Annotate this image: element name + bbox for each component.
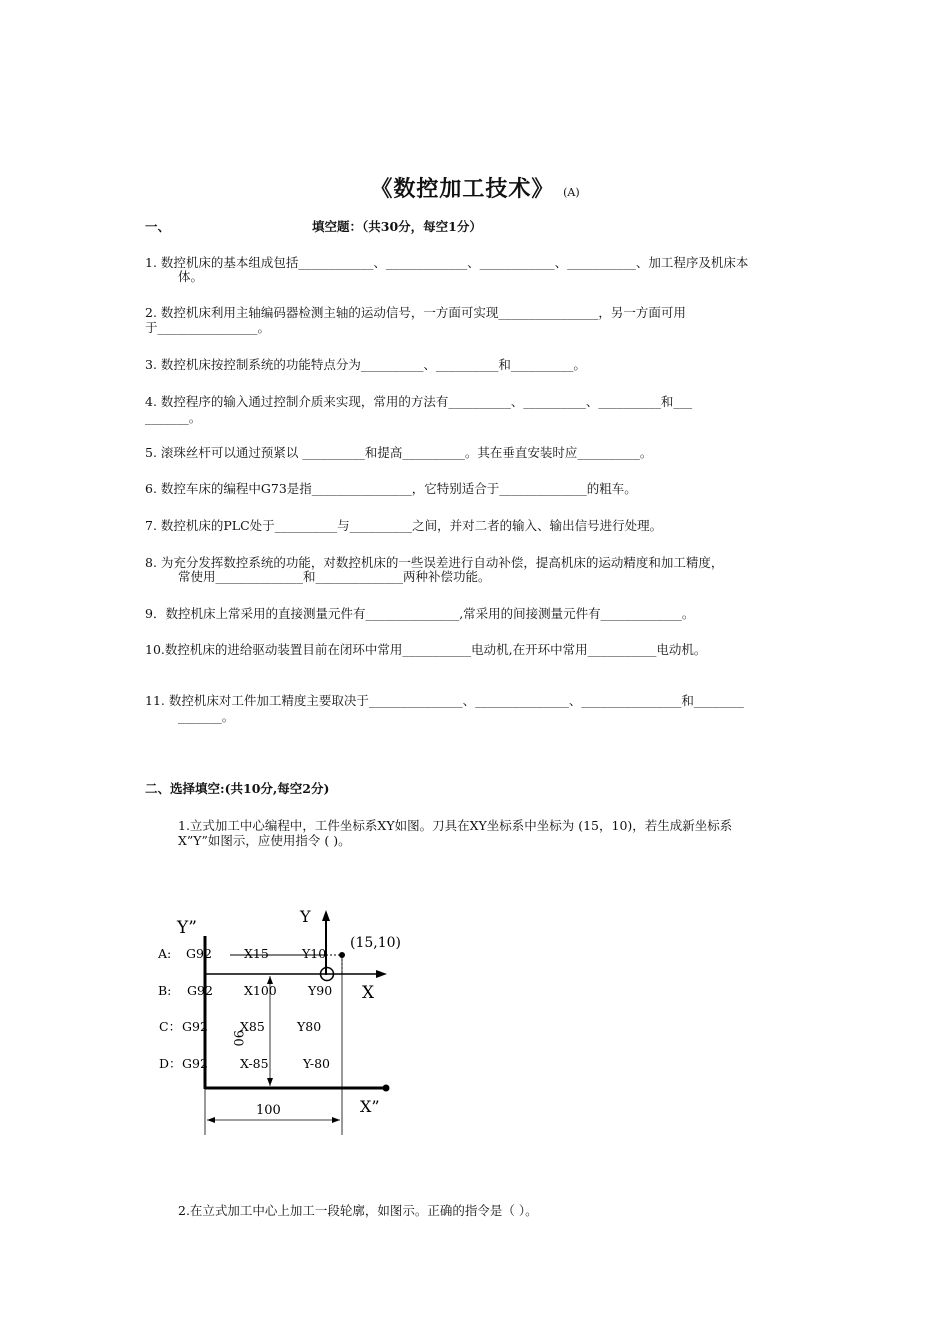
label-y2: Y” <box>177 918 197 938</box>
option-c-key: C： <box>159 1019 182 1034</box>
y-axis-arrow <box>322 910 330 921</box>
option-c-y: Y80 <box>297 1019 322 1034</box>
label-point: (15,10) <box>350 935 402 951</box>
q2-line1: 2. 数控机床利用主轴编码器检测主轴的运动信号，一方面可实现________________，另一方面可用 <box>145 305 686 320</box>
option-c-x: X85 <box>240 1019 265 1034</box>
q2-line2: 于________________。 <box>145 320 271 335</box>
option-d-x: X-85 <box>240 1056 269 1071</box>
label-x: X <box>362 983 375 1003</box>
q11-line2: _______。 <box>178 709 235 724</box>
option-b-y: Y90 <box>308 983 333 998</box>
q3-line1: 3. 数控机床按控制系统的功能特点分为__________、__________和__________。 <box>145 357 586 372</box>
q5-line1: 5. 滚珠丝杆可以通过预紧以 __________和提高__________。其在垂直安装时应__________。 <box>145 445 653 460</box>
q4-line2: _______。 <box>145 410 202 425</box>
q11-line1: 11. 数控机床对工件加工精度主要取决于_______________、_______________、________________和________ <box>145 693 744 708</box>
q8-line2: 常使用______________和______________两种补偿功能。 <box>178 569 491 584</box>
q10-line1: 10.数控机床的进给驱动装置目前在闭环中常用___________电动机,在开环中常用___________电动机。 <box>145 642 707 657</box>
q8-line1: 8. 为充分发挥数控系统的功能，对数控机床的一些误差进行自动补偿，提高机床的运动精度和加工精度， <box>145 555 724 570</box>
option-d-y: Y-80 <box>303 1056 331 1071</box>
q4-line1: 4. 数控程序的输入通过控制介质来实现，常用的方法有__________、__________、__________和___ <box>145 394 693 409</box>
s2-q1-line1: 1.立式加工中心编程中，工件坐标系XY如图。刀具在XY坐标系中坐标为 (15，10)，若生成新坐标系 <box>178 818 733 833</box>
option-a-key: A: <box>158 946 172 961</box>
option-b-key: B: <box>158 983 172 998</box>
s2-q2: 2.在立式加工中心上加工一段轮廓，如图示。正确的指令是（ ）。 <box>178 1203 538 1218</box>
x-axis-arrow <box>376 970 387 978</box>
section1-heading: 填空题：（共30分，每空1分） <box>312 219 482 234</box>
q9-line1: 9．数控机床上常采用的直接测量元件有_______________,常采用的间接测量元件有_____________。 <box>145 606 695 621</box>
section1-number: 一、 <box>145 219 171 234</box>
label-x2: X” <box>360 1097 380 1116</box>
x2-axis-end-dot <box>383 1085 390 1092</box>
section2-heading: 二、选择填空:(共10分,每空2分) <box>145 781 330 796</box>
option-a-g: G92 <box>186 946 212 961</box>
option-b-g: G92 <box>187 983 213 998</box>
option-c-g: G92 <box>182 1019 208 1034</box>
label-y: Y <box>300 907 311 926</box>
q1-line1: 1. 数控机床的基本组成包括____________、_____________、____________、___________、加工程序及机床本 <box>145 255 749 270</box>
s2-q1-line2: X”Y”如图示，应使用指令 ( )。 <box>178 833 351 848</box>
q1-line2: 体。 <box>178 269 204 284</box>
option-d-g: G92 <box>182 1056 208 1071</box>
page-title: 《数控加工技术》 (A) <box>370 176 580 202</box>
option-a-x: X15 <box>244 946 269 961</box>
option-d-key: D： <box>159 1056 182 1071</box>
option-a-y: Y10 <box>302 946 327 961</box>
q7-line1: 7. 数控机床的PLC处于__________与__________之间，并对二者的输入、输出信号进行处理。 <box>145 518 663 533</box>
option-b-x: X100 <box>244 983 277 998</box>
q6-line1: 6. 数控车床的编程中G73是指________________，它特别适合于______________的粗车。 <box>145 481 637 496</box>
label-dim-100: 100 <box>256 1103 281 1118</box>
label-dim-90: 90 <box>230 1030 245 1047</box>
